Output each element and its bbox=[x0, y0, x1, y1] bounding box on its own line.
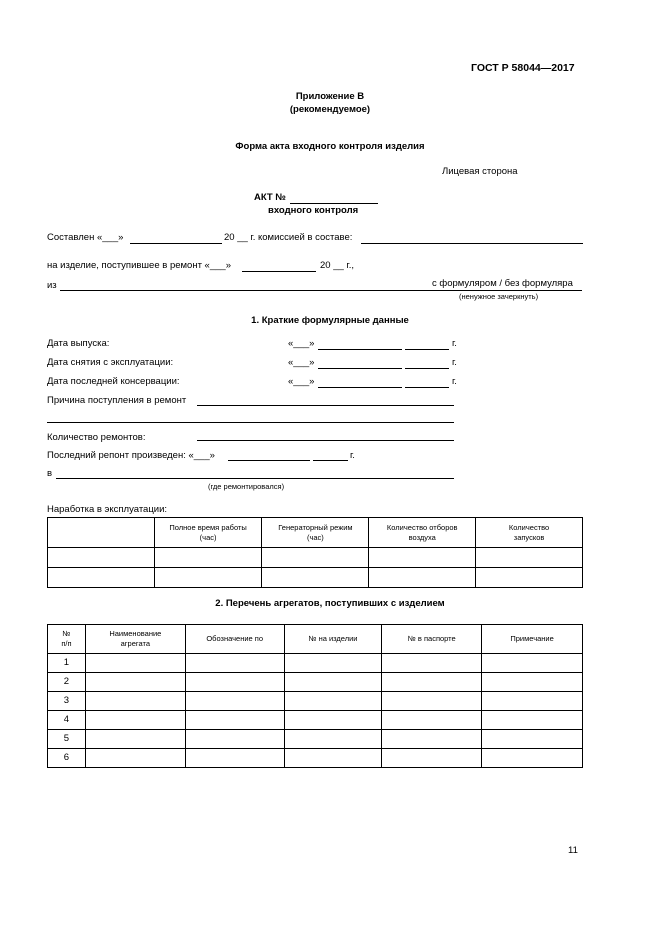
act-number-line bbox=[290, 203, 378, 204]
operating-label: Наработка в эксплуатации: bbox=[47, 504, 168, 515]
table-cell[interactable] bbox=[154, 548, 262, 568]
table-cell[interactable] bbox=[262, 568, 369, 588]
page-number: 11 bbox=[568, 845, 578, 856]
aggregates-table-header bbox=[48, 625, 583, 654]
release-year-line bbox=[405, 349, 449, 350]
aggregates-header-cell: № п/п bbox=[48, 625, 86, 654]
compiled-label: Составлен «___» bbox=[47, 232, 124, 243]
table-cell[interactable] bbox=[382, 730, 482, 749]
table-cell[interactable] bbox=[382, 654, 482, 673]
table-row bbox=[48, 654, 583, 673]
aggregates-table bbox=[47, 624, 583, 768]
table-cell[interactable] bbox=[85, 692, 185, 711]
row-number: 2 bbox=[48, 673, 86, 692]
table-cell[interactable] bbox=[85, 673, 185, 692]
row-number: 6 bbox=[48, 749, 86, 768]
received-year-label: 20 __ г., bbox=[320, 260, 354, 271]
section1-title: 1. Краткие формулярные данные bbox=[251, 315, 409, 326]
row-number: 4 bbox=[48, 711, 86, 730]
operating-header-cell: Полное время работы (час) bbox=[154, 518, 262, 548]
aggregates-header-cell: Наименование агрегата bbox=[85, 625, 185, 654]
table-cell[interactable] bbox=[482, 692, 583, 711]
from-line bbox=[60, 290, 432, 291]
aggregates-header-cell: № на изделии bbox=[284, 625, 382, 654]
standard-code: ГОСТ Р 58044—2017 bbox=[471, 62, 575, 74]
table-cell[interactable] bbox=[284, 749, 382, 768]
table-cell[interactable] bbox=[262, 548, 369, 568]
table-cell[interactable] bbox=[284, 673, 382, 692]
appendix-title: Приложение В bbox=[295, 91, 365, 102]
operating-header-cell: Количество запусков bbox=[476, 518, 583, 548]
aggregates-header-cell: Обозначение по bbox=[185, 625, 284, 654]
table-cell[interactable] bbox=[48, 548, 155, 568]
formular-underline bbox=[432, 290, 582, 291]
side-note: Лицевая сторона bbox=[442, 166, 518, 177]
table-cell[interactable] bbox=[482, 711, 583, 730]
table-row bbox=[48, 692, 583, 711]
section2-title: 2. Перечень агрегатов, поступивших с изделием bbox=[215, 598, 445, 609]
table-row bbox=[48, 730, 583, 749]
row-number: 5 bbox=[48, 730, 86, 749]
table-cell[interactable] bbox=[382, 673, 482, 692]
table-cell[interactable] bbox=[382, 749, 482, 768]
repairs-count-line bbox=[197, 440, 454, 441]
removal-year-line bbox=[405, 368, 449, 369]
table-cell[interactable] bbox=[284, 692, 382, 711]
conservation-year-line bbox=[405, 387, 449, 388]
table-cell[interactable] bbox=[154, 568, 262, 588]
in-label: в bbox=[47, 468, 53, 479]
table-cell[interactable] bbox=[185, 692, 284, 711]
table-cell[interactable] bbox=[482, 654, 583, 673]
aggregates-header-cell: № в паспорте bbox=[382, 625, 482, 654]
table-cell[interactable] bbox=[185, 673, 284, 692]
from-label: из bbox=[47, 280, 57, 291]
table-cell[interactable] bbox=[85, 711, 185, 730]
operating-table bbox=[47, 517, 583, 588]
table-cell[interactable] bbox=[284, 730, 382, 749]
table-cell[interactable] bbox=[85, 730, 185, 749]
where-line bbox=[56, 478, 454, 479]
table-cell[interactable] bbox=[185, 749, 284, 768]
compiled-commission-label: 20 __ г. комиссией в составе: bbox=[224, 232, 353, 243]
repair-reason-line-2 bbox=[47, 422, 454, 423]
conservation-year-suffix: г. bbox=[452, 376, 457, 387]
table-cell[interactable] bbox=[382, 711, 482, 730]
table-cell[interactable] bbox=[284, 654, 382, 673]
table-cell[interactable] bbox=[382, 692, 482, 711]
received-label: на изделие, поступившее в ремонт «___» bbox=[47, 260, 231, 271]
table-cell[interactable] bbox=[476, 548, 583, 568]
table-cell[interactable] bbox=[369, 568, 476, 588]
received-date-line bbox=[242, 271, 316, 272]
operating-header-cell bbox=[48, 518, 155, 548]
table-cell[interactable] bbox=[482, 673, 583, 692]
compiled-date-line bbox=[130, 243, 222, 244]
table-cell[interactable] bbox=[482, 730, 583, 749]
removal-date-line bbox=[318, 368, 402, 369]
conservation-date-label: Дата последней консервации: bbox=[47, 376, 180, 387]
last-repair-year-line bbox=[313, 460, 348, 461]
operating-header-cell: Генераторный режим (час) bbox=[262, 518, 369, 548]
table-cell[interactable] bbox=[85, 749, 185, 768]
conservation-date-line bbox=[318, 387, 402, 388]
table-cell[interactable] bbox=[284, 711, 382, 730]
release-year-suffix: г. bbox=[452, 338, 457, 349]
table-cell[interactable] bbox=[369, 548, 476, 568]
table-row bbox=[48, 711, 583, 730]
table-row bbox=[48, 749, 583, 768]
appendix-subtitle: (рекомендуемое) bbox=[289, 104, 371, 115]
removal-date-label: Дата снятия с эксплуатации: bbox=[47, 357, 174, 368]
last-repair-date-line bbox=[228, 460, 310, 461]
removal-year-suffix: г. bbox=[452, 357, 457, 368]
act-subtitle: входного контроля bbox=[268, 205, 359, 216]
where-note: (где ремонтировался) bbox=[208, 482, 285, 491]
operating-table-header bbox=[48, 518, 583, 548]
repair-reason-line bbox=[197, 405, 454, 406]
table-cell[interactable] bbox=[185, 711, 284, 730]
operating-header-cell: Количество отборов воздуха bbox=[369, 518, 476, 548]
row-number: 3 bbox=[48, 692, 86, 711]
release-date-line bbox=[318, 349, 402, 350]
conservation-date-prefix: «___» bbox=[288, 376, 315, 387]
table-cell[interactable] bbox=[482, 749, 583, 768]
table-cell[interactable] bbox=[476, 568, 583, 588]
act-number-label: АКТ № bbox=[254, 192, 286, 203]
table-row bbox=[48, 673, 583, 692]
table-cell[interactable] bbox=[185, 654, 284, 673]
table-cell[interactable] bbox=[85, 654, 185, 673]
repair-reason-label: Причина поступления в ремонт bbox=[47, 395, 187, 406]
form-title: Форма акта входного контроля изделия bbox=[235, 141, 425, 152]
repairs-count-label: Количество ремонтов: bbox=[47, 432, 146, 443]
last-repair-label: Последний репонт произведен: «___» bbox=[47, 450, 215, 461]
table-cell[interactable] bbox=[48, 568, 155, 588]
release-date-prefix: «___» bbox=[288, 338, 315, 349]
table-cell[interactable] bbox=[185, 730, 284, 749]
table-row bbox=[48, 548, 583, 568]
last-repair-year-suffix: г. bbox=[350, 450, 355, 461]
release-date-label: Дата выпуска: bbox=[47, 338, 110, 349]
formular-label: с формуляром / без формуляра bbox=[432, 278, 573, 289]
aggregates-header-cell: Примечание bbox=[482, 625, 583, 654]
formular-note: (ненужное зачеркнуть) bbox=[459, 292, 539, 301]
commission-line bbox=[361, 243, 583, 244]
table-row bbox=[48, 568, 583, 588]
removal-date-prefix: «___» bbox=[288, 357, 315, 368]
row-number: 1 bbox=[48, 654, 86, 673]
